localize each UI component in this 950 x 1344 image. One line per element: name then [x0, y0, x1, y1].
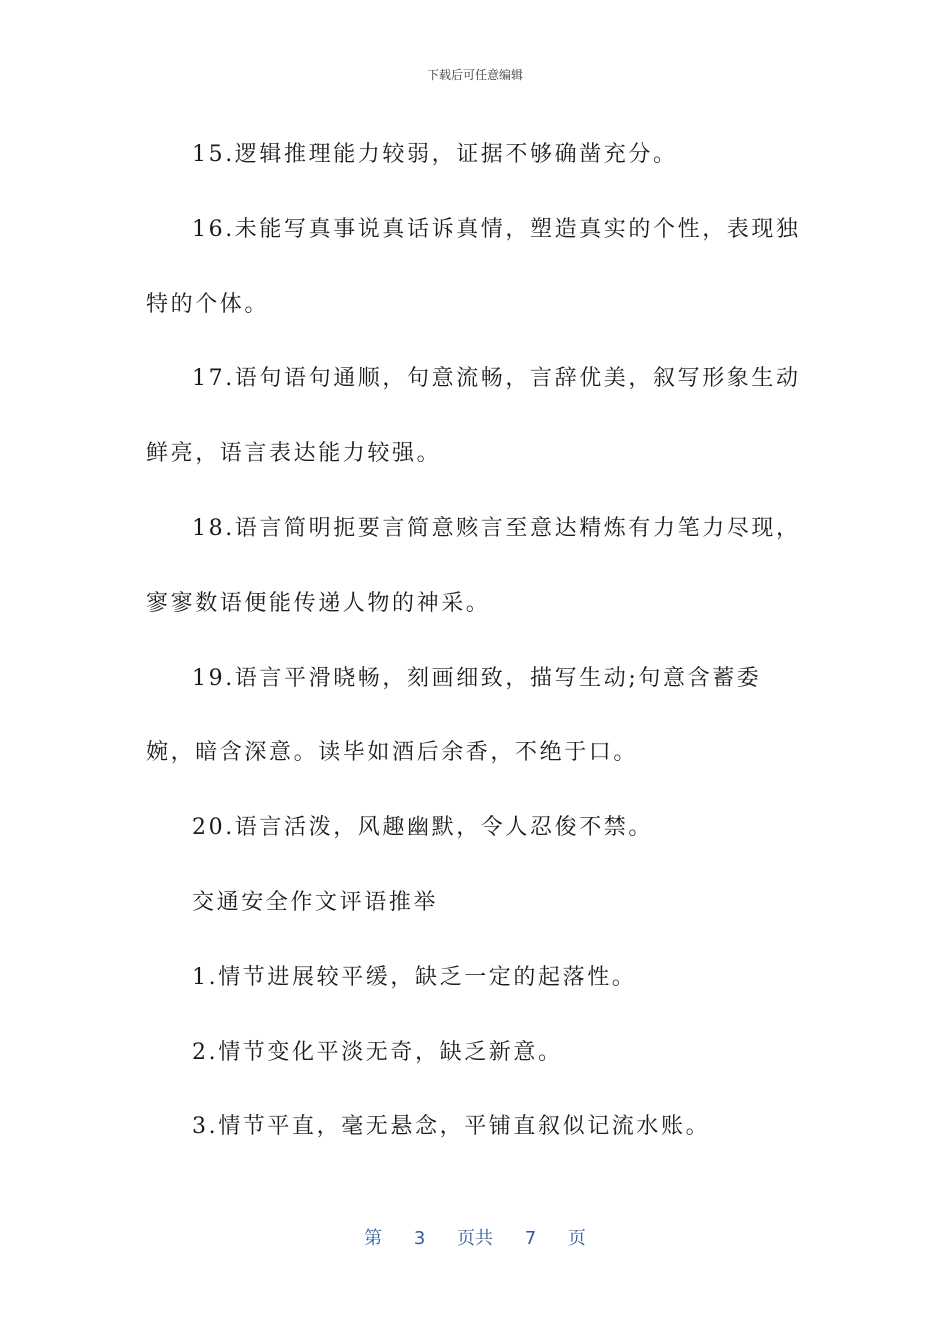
- paragraph-item-15: 15.逻辑推理能力较弱，证据不够确凿充分。: [192, 142, 678, 167]
- paragraph-item-1: 1.情节进展较平缓，缺乏一定的起落性。: [192, 964, 637, 990]
- footer-total-pages: 7: [524, 1228, 537, 1249]
- paragraph-item-18: 18.语言简明扼要言简意赅言至意达精炼有力笔力尽现，寥寥数语便能传递人物的神采。: [146, 515, 801, 616]
- paragraph-item-19: 19.语言平滑晓畅，刻画细致，描写生动;句意含蓄委婉，暗含深意。读毕如酒后余香，不绝于口。: [146, 665, 762, 766]
- paragraph-item-20: 20.语言活泼，风趣幽默，令人忍俊不禁。: [192, 815, 653, 841]
- footer-prefix: 第: [364, 1228, 383, 1249]
- section-heading: 交通安全作文评语推举: [192, 889, 439, 915]
- page-header: 下载后可任意编辑: [426, 68, 523, 82]
- footer-suffix: 页: [567, 1228, 586, 1249]
- footer-current-page: 3: [413, 1228, 426, 1249]
- footer-middle: 页共: [457, 1228, 493, 1249]
- document-body: [146, 118, 806, 1165]
- page-footer: [0, 1224, 950, 1250]
- paragraph-item-16: 16.未能写真事说真话诉真情，塑造真实的个性，表现独特的个体。: [146, 216, 801, 317]
- paragraph-item-17: 17.语句语句通顺，句意流畅，言辞优美，叙写形象生动鲜亮，语言表达能力较强。: [146, 366, 801, 467]
- paragraph-item-3: 3.情节平直，毫无悬念，平铺直叙似记流水账。: [192, 1114, 711, 1140]
- paragraph-item-2: 2.情节变化平淡无奇，缺乏新意。: [192, 1039, 563, 1065]
